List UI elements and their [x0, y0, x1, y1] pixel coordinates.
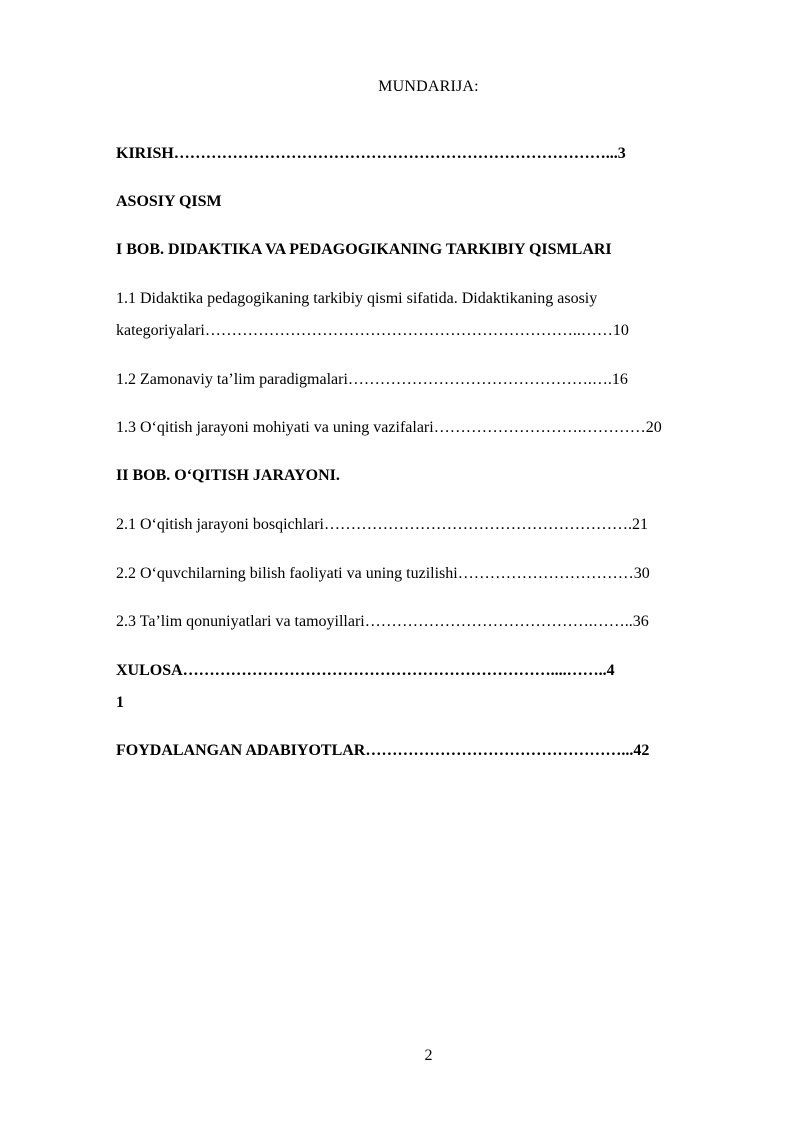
toc-entry-2-3: 2.3 Ta’lim qonuniyatlari va tamoyillari…………………………………….……..36 — [116, 613, 649, 630]
toc-chapter-one: I BOB. DIDAKTIKA VA PEDAGOGIKANING TARKIBIY QISMLARI — [116, 241, 612, 258]
toc-entry-1-1-line-2: kategoriyalari……………………………………………………………..……10 — [116, 322, 629, 339]
page-number: 2 — [424, 1047, 433, 1064]
toc-entry-references: FOYDALANGAN ADABIYOTLAR…………………………………………...42 — [116, 742, 650, 759]
toc-section-main-part: ASOSIY QISM — [116, 193, 222, 210]
toc-entry-introduction: KIRISH………………………………………………………………………...3 — [116, 145, 626, 162]
toc-entry-conclusion: XULOSA……………………………………………………………....……..4 — [116, 662, 615, 679]
contents-title: MUNDARIJA: — [378, 78, 479, 95]
toc-entry-conclusion-page: 1 — [116, 694, 124, 711]
toc-entry-1-1-line-1: 1.1 Didaktika pedagogikaning tarkibiy qismi sifatida. Didaktikaning asosiy — [116, 290, 598, 307]
toc-entry-2-1: 2.1 O‘qitish jarayoni bosqichlari………………………………………………….21 — [116, 516, 648, 533]
toc-entry-2-2: 2.2 O‘quvchilarning bilish faoliyati va uning tuzilishi……………………………30 — [116, 565, 650, 582]
toc-chapter-two: II BOB. O‘QITISH JARAYONI. — [116, 467, 340, 484]
toc-entry-1-2: 1.2 Zamonaviy ta’lim paradigmalari……………………………………….….16 — [116, 371, 628, 388]
toc-entry-1-3: 1.3 O‘qitish jarayoni mohiyati va uning vazifalari……………………….…………20 — [116, 419, 662, 436]
